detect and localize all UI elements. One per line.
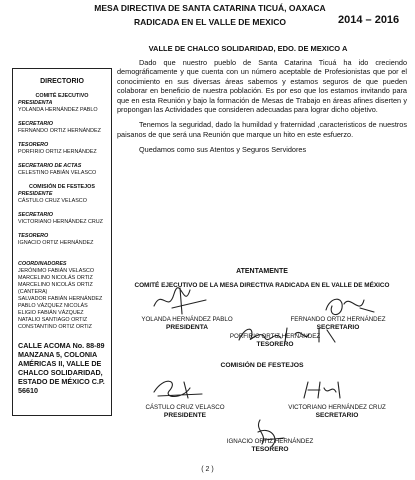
location-line: VALLE DE CHALCO SOLIDARIDAD, EDO. DE MEXICO A [148,44,348,53]
signer-role: PRESIDENTE [163,412,207,419]
committee-title: COMITÉ EJECUTIVO DE LA MESA DIRECTIVA RADICADA EN EL VALLE DE MÉXICO [134,282,390,289]
festejos-title: COMISIÓN DE FESTEJOS [220,362,304,369]
signer-role: SECRETARIO [315,412,359,419]
paragraph: Tenemos la seguridad, dado la humildad y fraternidad ,caracteristicos de nuestros paisanos de que será una Reunión que marque un hito en este esfuerzo. [117,120,407,139]
signer-role: TESORERO [256,341,294,348]
member-name: PABLO VÁZQUEZ NICOLÁS [18,303,88,309]
letter-body [117,58,407,161]
signature-presidenta [150,284,210,316]
member-name: FERNANDO ORTIZ HERNÁNDEZ [18,128,101,134]
member-name: ELIGIO FABIÁN VÁZQUEZ [18,310,84,316]
header-line-1: MESA DIRECTIVA DE SANTA CATARINA TICUÁ, OAXACA [94,3,326,13]
role-label: TESORERO [18,142,49,148]
member-name: CELESTINO FABIÁN VELASCO [18,170,97,176]
role-label: PRESIDENTE [18,191,53,197]
signature-festejos-presidente [148,374,208,404]
signer-role: PRESIDENTA [165,324,208,331]
paragraph: Dado que nuestro pueblo de Santa Catarina Ticuá ha ido creciendo demográficamente y que cuenta con un número aceptable de Profesionistas que por el conocimiento en sus diversas áreas sabemos y estamos seguros de que pueden colaborar en beneficio de nuestra población. Es por eso que los estamos invitando para que en esta Reunión y bajo la formación de Mesas de Trabajo en áreas afines diserten y propongan las Actividades que consideren adecuadas para lograr dicho objetivo. [117,58,407,115]
member-name: VICTORIANO HERNÁNDEZ CRUZ [18,219,103,225]
member-name: NATALIO SANTIAGO ORTIZ [18,317,88,323]
signer-name: YOLANDA HERNÁNDEZ PABLO [141,316,233,323]
address-block: CALLE ACOMA No. 88-89 MANZANA 5, COLONIA AMÉRICAS II, VALLE DE CHALCO SOLIDARIDAD, ESTADO DE MÉXICO C.P. 56610 [18,341,105,395]
directory-sidebar [12,68,112,416]
signature-festejos-secretario [298,378,348,404]
member-name: PORFIRIO ORTIZ HERNÁNDEZ [18,149,97,155]
term-years: 2014 – 2016 [338,14,400,26]
signer-name: IGNACIO ORTIZ HERNÁNDEZ [226,438,314,445]
page-number: ( 2 ) [201,466,214,473]
role-label: COORDINADORES [18,261,67,267]
signer-name: VICTORIANO HERNÁNDEZ CRUZ [288,404,386,411]
member-name: JERÓNIMO FABIÁN VELASCO [18,268,95,274]
role-label: SECRETARIO [18,212,53,218]
member-name: MARCELINO NICOLÁS ORTIZ [18,275,93,281]
signer-name: FERNANDO ORTIZ HERNÁNDEZ [290,316,386,323]
role-label: SECRETARIO DE ACTAS [18,163,82,169]
member-name: CONSTANTINO ORTIZ ORTIZ [18,324,92,330]
paragraph: Quedamos como sus Atentos y Seguros Servidores [139,145,307,155]
section-heading: COMITÉ EJECUTIVO [35,93,89,99]
member-name: MARCELINO NICOLÁS ORTIZ [18,282,93,288]
role-label: SECRETARIO [18,121,53,127]
signer-name: CÁSTULO CRUZ VELASCO [145,404,225,411]
closing-atentamente: ATENTAMENTE [236,268,288,275]
member-name: (CANTERA) [18,289,48,295]
signer-role: TESORERO [251,446,289,453]
member-name: SALVADOR FABIÁN HERNÁNDEZ [18,296,103,302]
member-name: YOLANDA HERNÁNDEZ PABLO [18,107,98,113]
signer-name: PORFIRIO ORTIZ HERNÁNDEZ [229,333,321,340]
role-label: TESORERO [18,233,49,239]
member-name: IGNACIO ORTIZ HERNÁNDEZ [18,240,94,246]
member-name: CÁSTULO CRUZ VELASCO [18,198,87,204]
role-label: PRESIDENTA [18,100,53,106]
signer-role: SECRETARIO [316,324,360,331]
section-heading: COMISIÓN DE FESTEJOS [29,184,95,190]
header-line-2: RADICADA EN EL VALLE DE MEXICO [134,17,286,27]
directory-title: DIRECTORIO [40,78,84,85]
